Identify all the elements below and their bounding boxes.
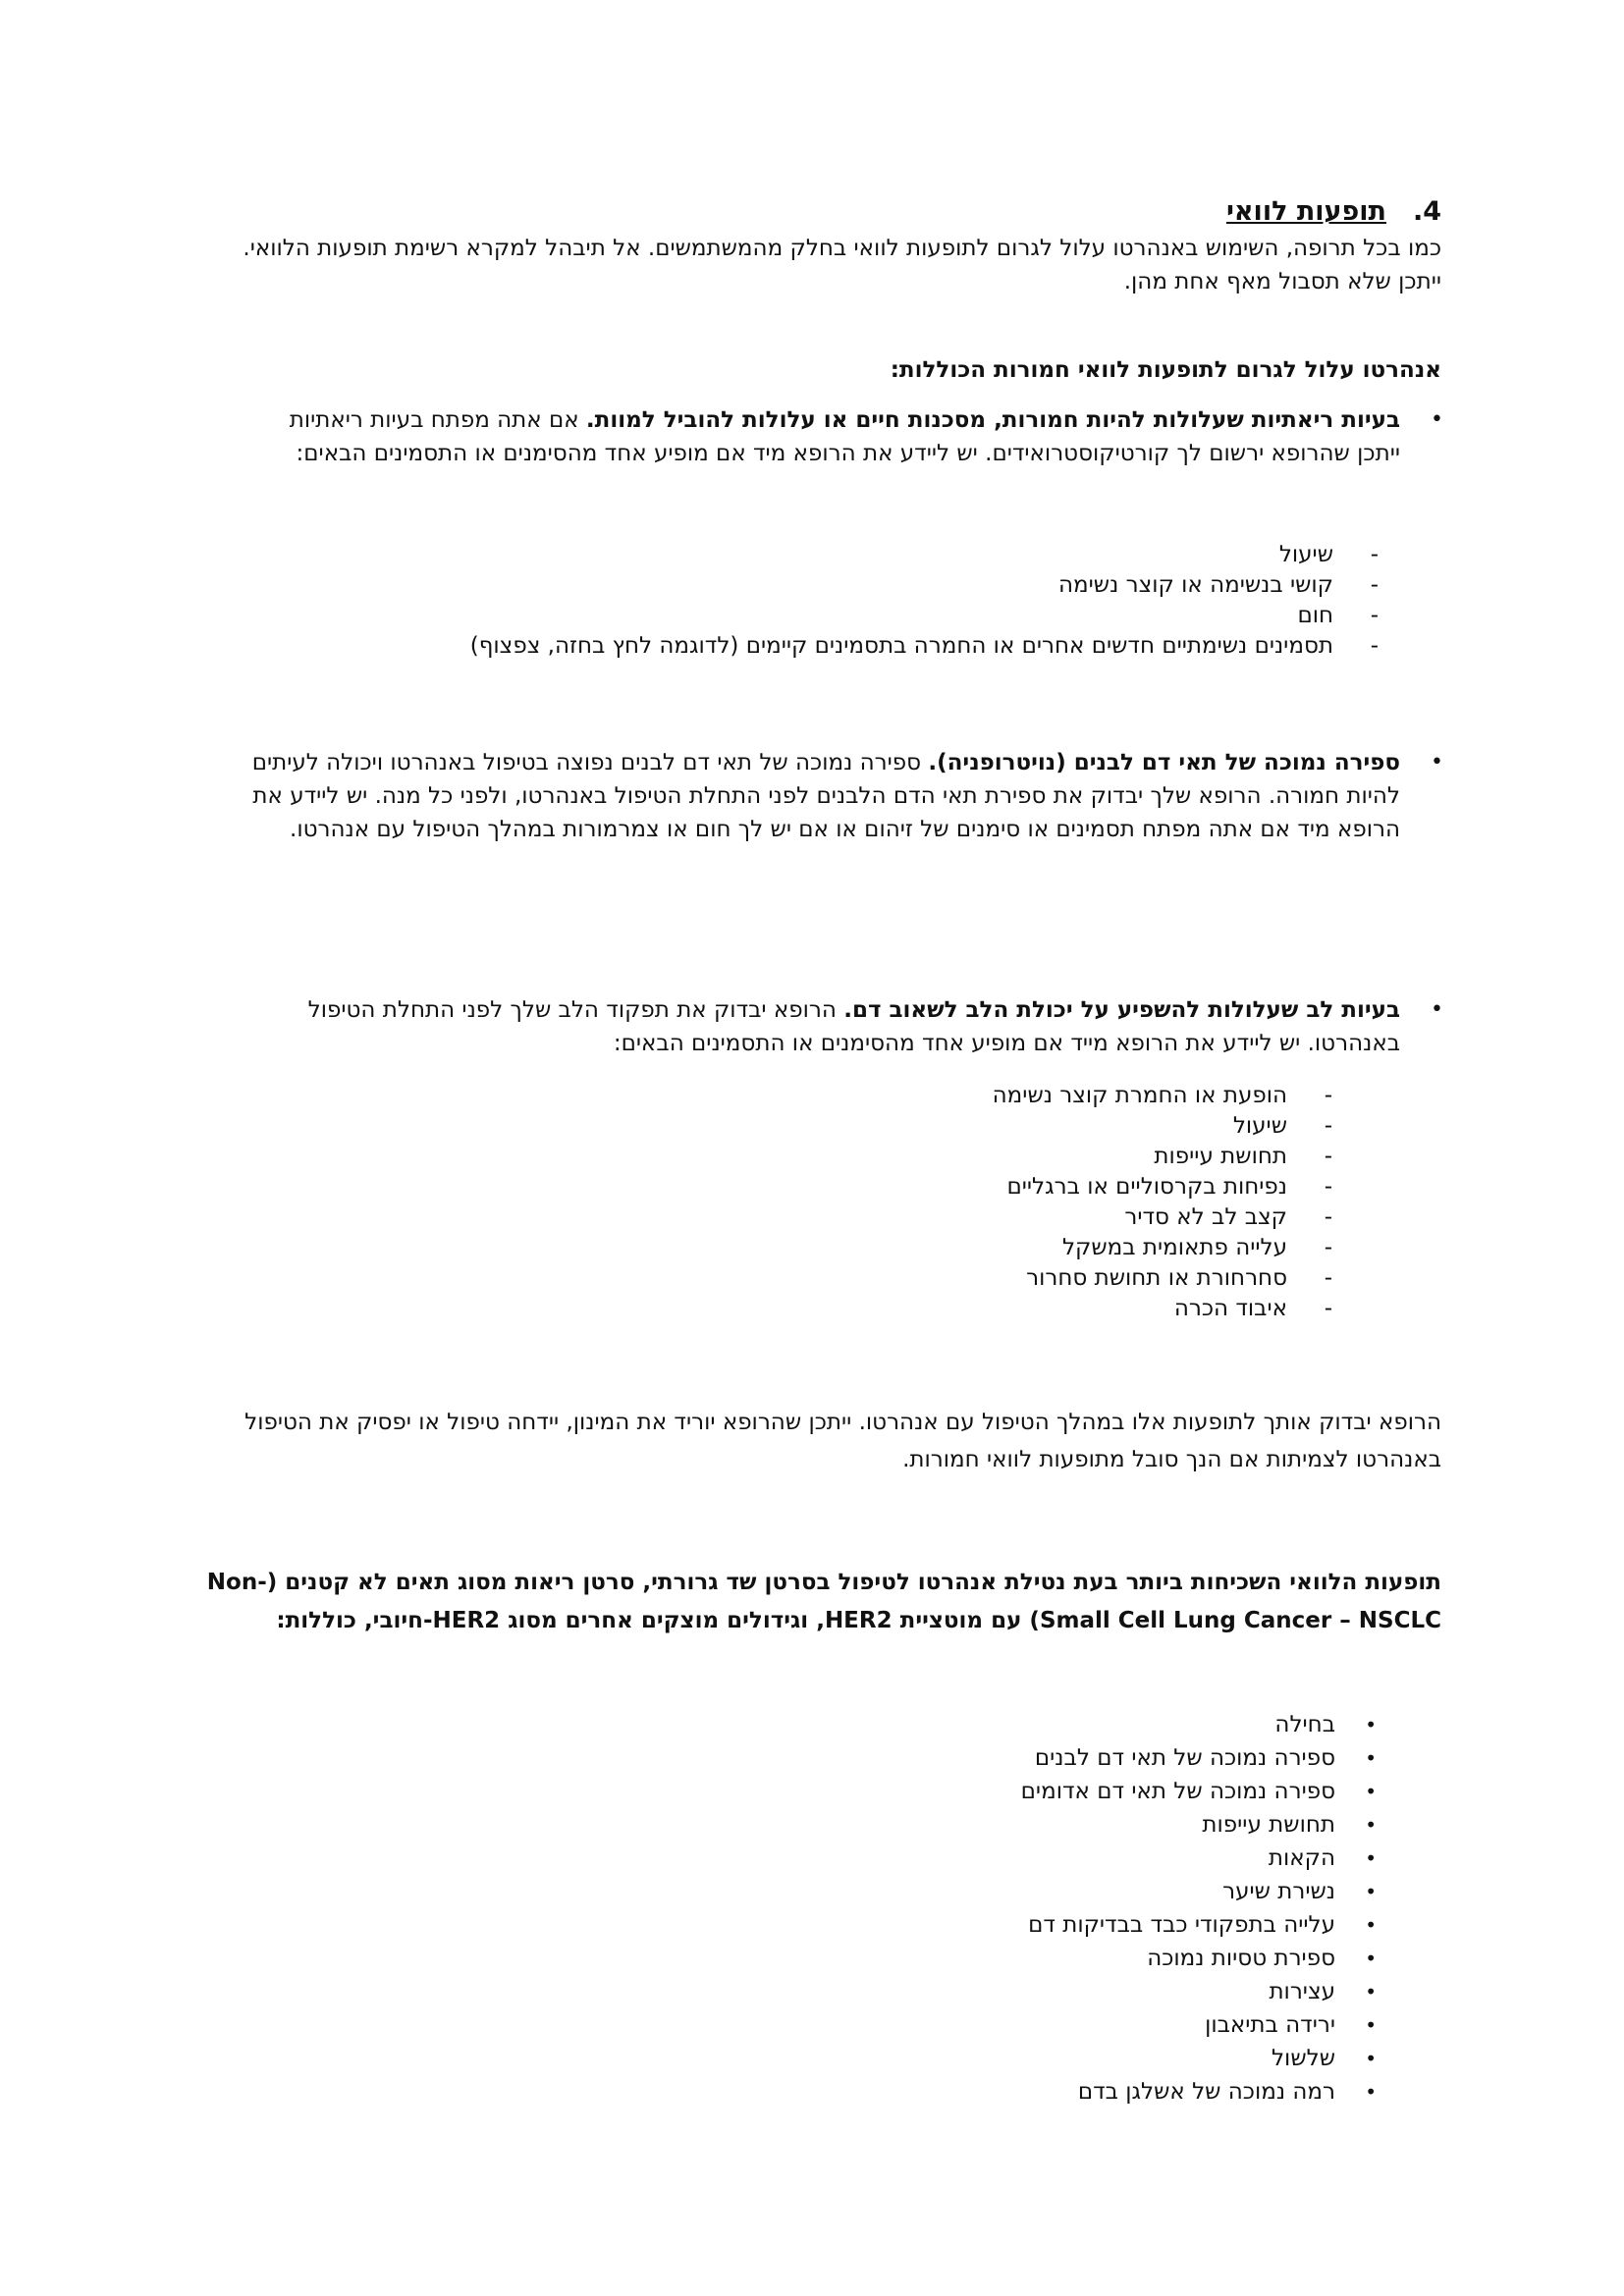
list-item: • תחושת עייפות: [1021, 1808, 1335, 1842]
list-item: - קושי בנשימה או קוצר נשימה: [470, 570, 1333, 601]
list-item: • ספירה נמוכה של תאי דם אדומים: [1021, 1775, 1335, 1808]
section-number: 4.: [1412, 196, 1441, 227]
list-item: - שיעול: [993, 1111, 1287, 1142]
monitoring-paragraph: הרופא יבדוק אותך לתופעות אלו במהלך הטיפול עם אנהרטו. ייתכן שהרופא יוריד את המינון, יידחה טיפול או יפסיק את הטיפול באנהרטו לצמיתות אם הנך סובל מתופעות לוואי חמורות.: [244, 1410, 1441, 1472]
list-item: • ירידה בתיאבון: [1021, 2008, 1335, 2042]
lung-symptoms-list: [470, 540, 1333, 662]
list-item: • נשירת שיער: [1021, 1875, 1335, 1908]
list-item: - איבוד הכרה: [993, 1294, 1287, 1324]
list-item: • ספירת טסיות נמוכה: [1021, 1942, 1335, 1975]
section-heading: [204, 192, 1441, 232]
list-item: - קצב לב לא סדיר: [993, 1202, 1287, 1233]
list-item: - הופעת או החמרת קוצר נשימה: [993, 1081, 1287, 1111]
list-item: - תחושת עייפות: [993, 1142, 1287, 1172]
list-item: • עלייה בתפקודי כבד בבדיקות דם: [1021, 1908, 1335, 1942]
list-item: - שיעול: [470, 540, 1333, 570]
serious-effects-heading: אנהרטו עלול לגרום לתופעות לוואי חמורות הכוללות:: [890, 357, 1441, 383]
lung-problems-bold: בעיות ריאתיות שעלולות להיות חמורות, מסכנות חיים או עלולות להוביל למוות.: [585, 407, 1400, 433]
list-item: • רמה נמוכה של אשלגן בדם: [1021, 2075, 1335, 2109]
intro-paragraph: כמו בכל תרופה, השימוש באנהרטו עלול לגרום לתופעות לוואי בחלק מהמשתמשים. אל תיבהל למקרא רשימת תופעות הלוואי. ייתכן שלא תסבול מאף אחת מהן.: [243, 236, 1441, 294]
list-item: • ספירה נמוכה של תאי דם לבנים: [1021, 1741, 1335, 1775]
neutropenia-text: ספירה נמוכה של תאי דם לבנים נפוצה בטיפול באנהרטו ויכולה לעיתים להיות חמורה. הרופא שלך יבדוק את ספירת תאי הדם הלבנים לפני התחלת הטיפול באנהרטו, ולפני כל מנה. יש ליידע את הרופא מיד אם אתה מפתח תסמינים או סימנים של זיהום או אם יש לך חום או צמרמורות במהלך הטיפול עם אנהרטו.: [251, 750, 1400, 842]
list-item: - תסמינים נשימתיים חדשים אחרים או החמרה בתסמינים קיימים (לדוגמה לחץ בחזה, צפצוף): [470, 631, 1333, 662]
list-item: • הקאות: [1021, 1842, 1335, 1875]
heart-symptoms-list: [993, 1081, 1287, 1324]
heart-problems-bold: בעיות לב שעלולות להשפיע על יכולת הלב לשאוב דם.: [843, 997, 1400, 1023]
neutropenia-bold: ספירה נמוכה של תאי דם לבנים (נויטרופניה).: [928, 750, 1400, 775]
heart-problems-text: הרופא יבדוק את תפקוד הלב שלך לפני התחלת הטיפול באנהרטו. יש ליידע את הרופא מייד אם מופיע אחד מהסימנים או התסמינים הבאים:: [307, 997, 1400, 1056]
bullet-neutropenia: [245, 746, 1400, 846]
list-item: • עצירות: [1021, 1975, 1335, 2008]
list-item: • בחילה: [1021, 1708, 1335, 1741]
lung-problems-text: אם אתה מפתח בעיות ריאתיות ייתכן שהרופא ירשום לך קורטיקוסטרואידים. יש ליידע את הרופא מיד אם מופיע אחד מהסימנים או התסמינים הבאים:: [289, 407, 1400, 466]
list-item: - חום: [470, 601, 1333, 631]
common-effects-list: [1021, 1708, 1335, 2109]
common-effects-heading: תופעות הלוואי השכיחות ביותר בעת נטילת אנהרטו לטיפול בסרטן שד גרורתי, סרטן ריאות מסוג תאים לא קטנים (Non-Small Cell Lung Cancer – NSCLC) עם מוטציית HER2, וגידולים מוצקים אחרים מסוג HER2-חיובי, כוללות:: [206, 1570, 1441, 1633]
bullet-lung-problems: [245, 403, 1400, 470]
list-item: - עלייה פתאומית במשקל: [993, 1233, 1287, 1263]
bullet-heart-problems: [245, 993, 1400, 1060]
section-title: תופעות לוואי: [1225, 196, 1386, 227]
list-item: • שלשול: [1021, 2042, 1335, 2075]
list-item: - סחרחורת או תחושת סחרור: [993, 1263, 1287, 1294]
list-item: - נפיחות בקרסוליים או ברגליים: [993, 1172, 1287, 1202]
